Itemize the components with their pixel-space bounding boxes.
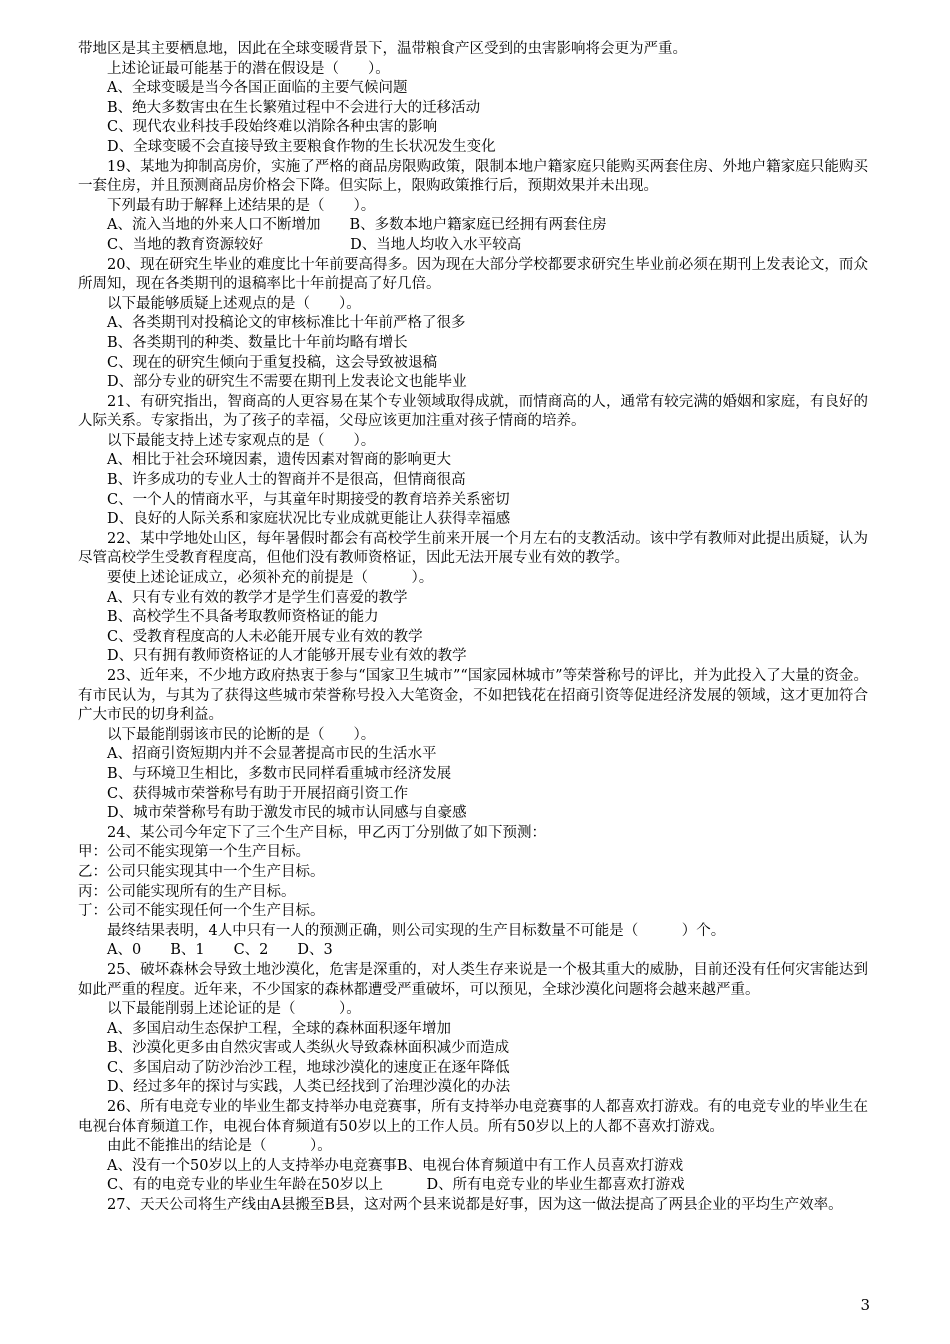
text-line: 25、破坏森林会导致土地沙漠化，危害是深重的，对人类生存来说是一个极其重大的威胁，目前还没有任何灾害能达到如此严重的程度。近年来，不少国家的森林都遭受严重破坏，可以预见，全球沙漠化问题将会越来越严重。 (78, 961, 868, 998)
text-line: 22、某中学地处山区，每年暑假时都会有高校学生前来开展一个月左右的支教活动。该中学有教师对此提出质疑，认为尽管高校学生受教育程度高，但他们没有教师资格证，因此无法开展专业有效的教学。 (78, 530, 868, 567)
text-line: 丙：公司能实现所有的生产目标。 (78, 883, 296, 900)
text-line: D、部分专业的研究生不需要在期刊上发表论文也能毕业 (107, 374, 467, 391)
text-line: C、多国启动了防沙治沙工程，地球沙漠化的速度正在逐年降低 (107, 1059, 510, 1076)
text-line: D、城市荣誉称号有助于激发市民的城市认同感与自豪感 (107, 805, 467, 822)
text-line: D、良好的人际关系和家庭状况比专业成就更能让人获得幸福感 (107, 511, 511, 528)
text-line: D、经过多年的探讨与实践，人类已经找到了治理沙漠化的办法 (107, 1079, 511, 1096)
text-line: 23、近年来，不少地方政府热衷于参与“国家卫生城市”“国家园林城市”等荣誉称号的评比，并为此投入了大量的资金。有市民认为，与其为了获得这些城市荣誉称号投入大笔资金，不如把钱花在招商引资等促进经济发展的领域，这才更加符合广大市民的切身利益。 (78, 668, 868, 724)
text-line: 24、某公司今年定下了三个生产目标，甲乙丙丁分别做了如下预测： (107, 824, 546, 841)
text-line: C、受教育程度高的人未必能开展专业有效的教学 (107, 628, 423, 645)
text-line: 19、某地为抑制高房价，实施了严格的商品房限购政策，限制本地户籍家庭只能购买两套住房、外地户籍家庭只能购买一套住房，并且预测商品房价格会下降。但实际上，限购政策推行后，预期效果并未出现。 (78, 158, 868, 195)
text-line: D、只有拥有教师资格证的人才能够开展专业有效的教学 (107, 648, 467, 665)
text-line: 27、天天公司将生产线由A县搬至B县，这对两个县来说都是好事，因为这一做法提高了两县企业的平均生产效率。 (107, 1197, 843, 1214)
text-line: A、全球变暖是当今各国正面临的主要气候问题 (107, 80, 408, 97)
text-line: 以下最能够质疑上述观点的是（ ）。 (107, 295, 361, 312)
text-line: 以下最能支持上述专家观点的是（ ）。 (107, 432, 376, 449)
text-line: B、高校学生不具备考取教师资格证的能力 (107, 609, 379, 626)
text-line: A、各类期刊对投稿论文的审核标准比十年前严格了很多 (107, 315, 466, 332)
text-line: A、0 B、1 C、2 D、3 (107, 942, 333, 959)
text-line: B、与环境卫生相比，多数市民同样看重城市经济发展 (107, 765, 452, 782)
text-line: B、沙漠化更多由自然灾害或人类纵火导致森林面积减少而造成 (107, 1040, 510, 1057)
text-line: D、全球变暖不会直接导致主要粮食作物的生长状况发生变化 (107, 138, 496, 155)
text-line: B、绝大多数害虫在生长繁殖过程中不会进行大的迁移活动 (107, 99, 481, 116)
text-line: C、有的电竞专业的毕业生年龄在50岁以上 D、所有电竞专业的毕业生都喜欢打游戏 (107, 1177, 685, 1194)
text-line: A、相比于社会环境因素，遗传因素对智商的影响更大 (107, 452, 451, 469)
text-line: A、流入当地的外来人口不断增加 B、多数本地户籍家庭已经拥有两套住房 (107, 217, 607, 234)
text-line: C、获得城市荣誉称号有助于开展招商引资工作 (107, 785, 409, 802)
text-line: 上述论证最可能基于的潜在假设是（ ）。 (107, 60, 390, 77)
text-line: A、招商引资短期内并不会显著提高市民的生活水平 (107, 746, 437, 763)
text-line: 26、所有电竞专业的毕业生都支持举办电竞赛事，所有支持举办电竞赛事的人都喜欢打游戏。有的电竞专业的毕业生在电视台体育频道工作，电视台体育频道有50岁以上的工作人员。所有50岁以上的人都不喜欢打游戏。 (78, 1099, 868, 1135)
document-body (78, 40, 868, 1216)
text-line: 带地区是其主要栖息地，因此在全球变暖背景下，温带粮食产区受到的虫害影响将会更为严重。 (78, 41, 687, 57)
text-line: C、一个人的情商水平，与其童年时期接受的教育培养关系密切 (107, 491, 510, 508)
text-line: 21、有研究指出，智商高的人更容易在某个专业领域取得成就，而情商高的人，通常有较完满的婚姻和家庭，有良好的人际关系。专家指出，为了孩子的幸福，父母应该更加注重对孩子情商的培养。 (78, 393, 868, 430)
text-line: 甲：公司不能实现第一个生产目标。 (78, 844, 310, 861)
text-line: A、只有专业有效的教学才是学生们喜爱的教学 (107, 589, 408, 606)
text-line: A、多国启动生态保护工程，全球的森林面积逐年增加 (107, 1020, 451, 1037)
text-line: 要使上述论证成立，必须补充的前提是（ ）。 (107, 570, 434, 587)
text-line: A、没有一个50岁以上的人支持举办电竞赛事B、电视台体育频道中有工作人员喜欢打游戏 (107, 1157, 684, 1174)
text-line: 以下最能削弱上述论证的是（ ）。 (107, 1001, 361, 1018)
text-line: 丁：公司不能实现任何一个生产目标。 (78, 903, 325, 920)
text-line: 最终结果表明，4人中只有一人的预测正确，则公司实现的生产目标数量不可能是（ ）个。 (107, 922, 726, 939)
text-line: C、当地的教育资源较好 D、当地人均收入水平较高 (107, 236, 522, 253)
text-line: 乙：公司只能实现其中一个生产目标。 (78, 863, 325, 880)
text-line: C、现代农业科技手段始终难以消除各种虫害的影响 (107, 119, 438, 136)
text-line: C、现在的研究生倾向于重复投稿，这会导致被退稿 (107, 354, 438, 371)
text-line: 20、现在研究生毕业的难度比十年前要高得多。因为现在大部分学校都要求研究生毕业前必须在期刊上发表论文，而众所周知，现在各类期刊的退稿率比十年前提高了好几倍。 (78, 256, 868, 293)
text-line: B、各类期刊的种类、数量比十年前均略有增长 (107, 334, 408, 351)
text-line: B、许多成功的专业人士的智商并不是很高，但情商很高 (107, 472, 466, 489)
text-line: 由此不能推出的结论是（ ）。 (107, 1138, 332, 1155)
text-line: 下列最有助于解释上述结果的是（ ）。 (107, 197, 376, 214)
page-number: 3 (860, 1296, 870, 1314)
text-line: 以下最能削弱该市民的论断的是（ ）。 (107, 726, 376, 743)
